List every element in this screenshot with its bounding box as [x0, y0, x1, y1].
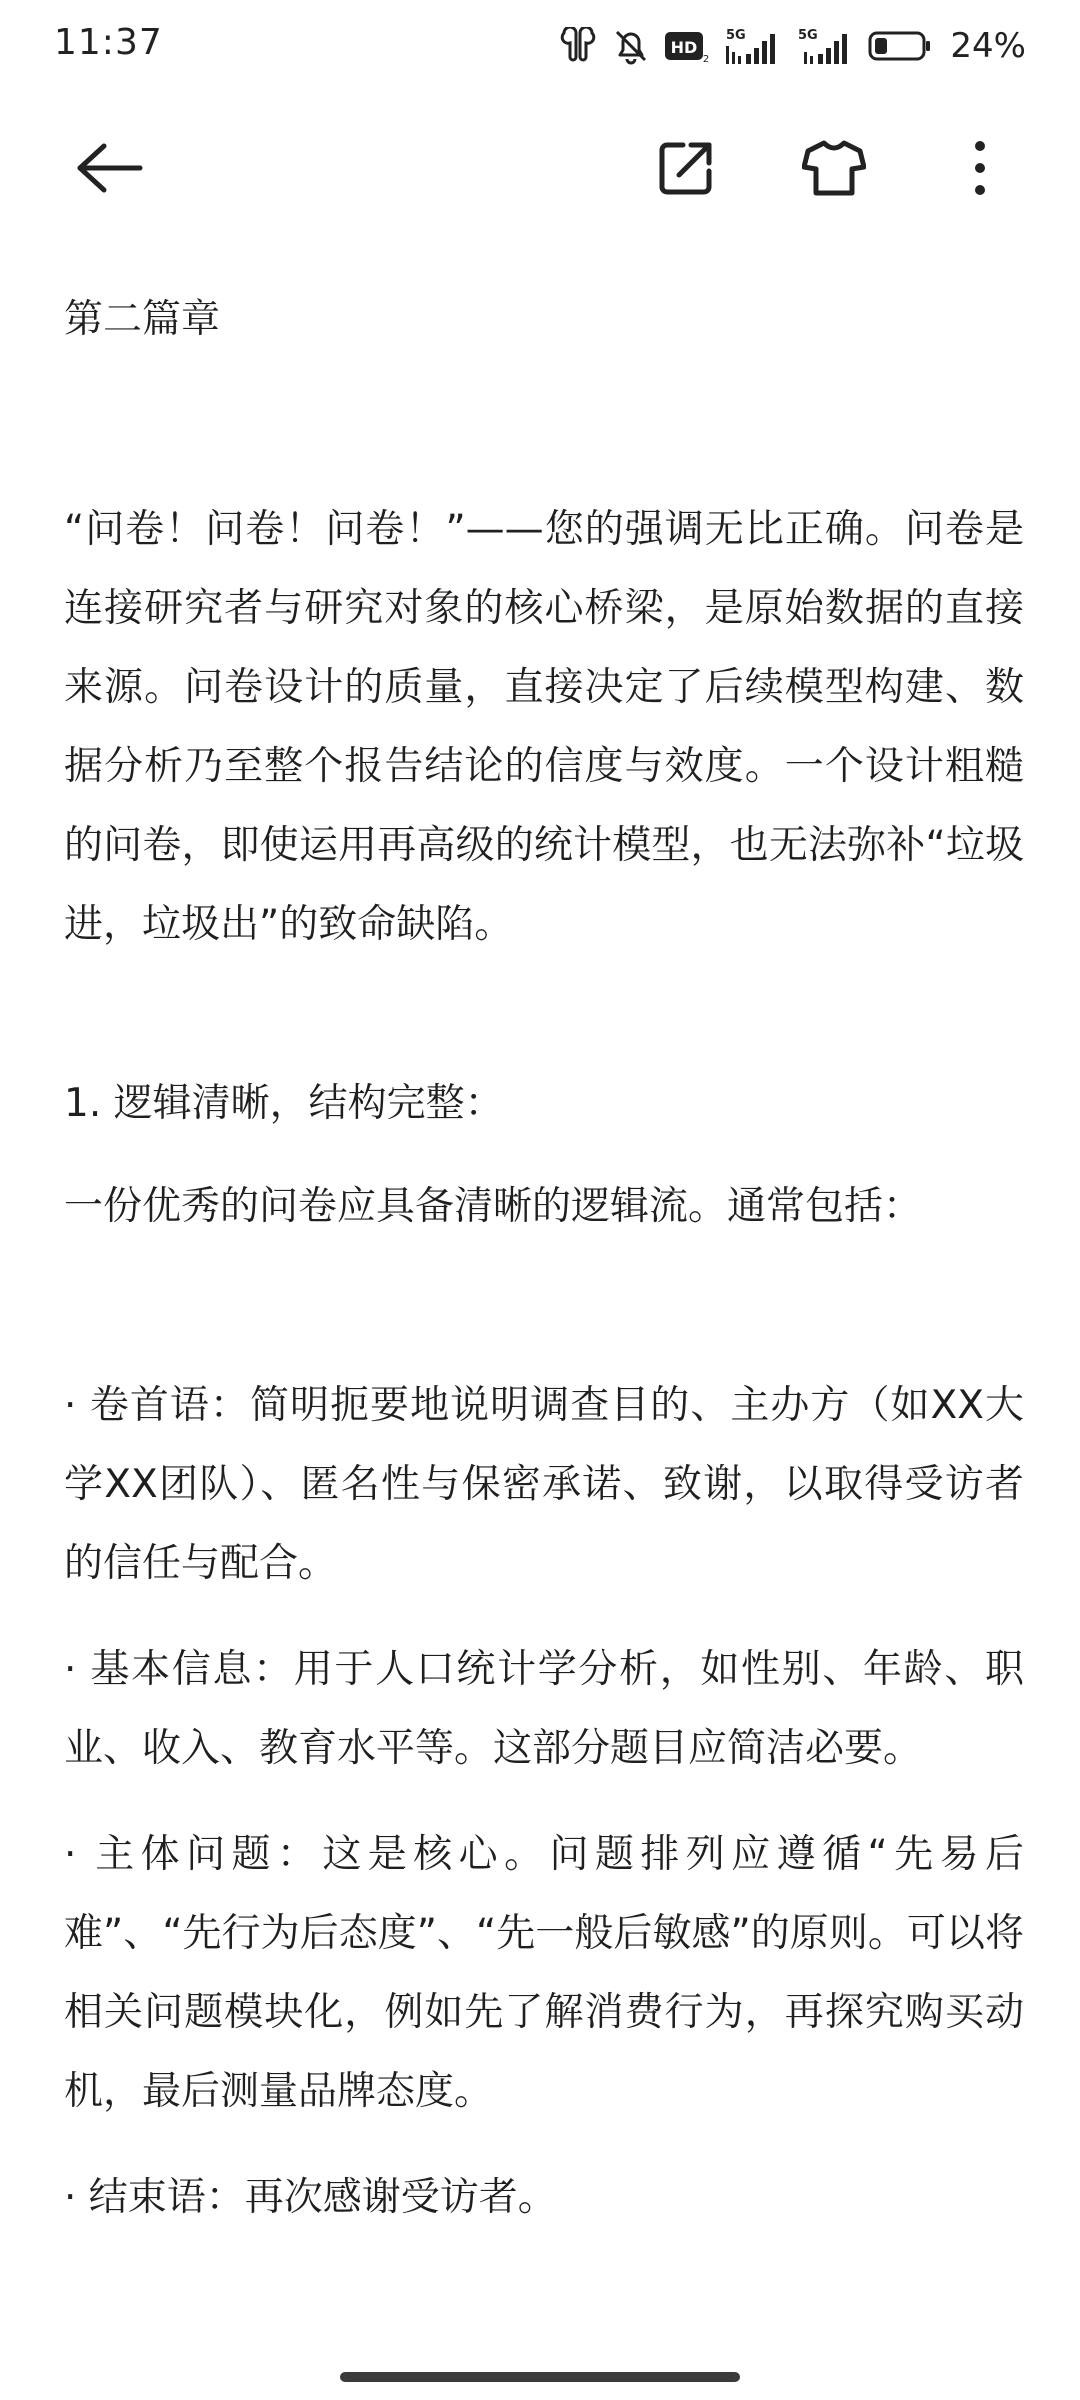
- svg-text:5G: 5G: [798, 28, 819, 43]
- signal-5g-icon: [796, 26, 854, 66]
- status-bar: [0, 0, 1080, 92]
- home-indicator[interactable]: [340, 2372, 740, 2382]
- section-heading: 1. 逻辑清晰，结构完整：: [64, 1081, 504, 1126]
- svg-text:5G: 5G: [726, 28, 747, 43]
- back-button[interactable]: [72, 130, 148, 206]
- bullet-item: · 基本信息：用于人口统计学分析，如性别、年龄、职业、收入、教育水平等。这部分题目应简洁必要。: [64, 1647, 1024, 1771]
- bullet-item: · 结束语：再次感谢受访者。: [64, 2175, 557, 2220]
- intro-paragraph: “问卷！问卷！问卷！”——您的强调无比正确。问卷是连接研究者与研究对象的核心桥梁，是原始数据的直接来源。问卷设计的质量，直接决定了后续模型构建、数据分析乃至整个报告结论的信度与效度。一个设计粗糙的问卷，即使运用再高级的统计模型，也无法弥补“垃圾进，垃圾出”的致命缺陷。: [64, 507, 1024, 947]
- more-options-button[interactable]: [942, 130, 1018, 206]
- bullet-item: · 主体问题：这是核心。问题排列应遵循“先易后难”、“先行为后态度”、“先一般后敏感”的原则。可以将相关问题模块化，例如先了解消费行为，再探究购买动机，最后测量品牌态度。: [64, 1832, 1024, 2114]
- open-external-button[interactable]: [648, 130, 724, 206]
- hd-icon: [664, 28, 710, 64]
- reader-toolbar: [0, 108, 1080, 228]
- theme-button[interactable]: [796, 130, 872, 206]
- tshirt-icon: [802, 139, 866, 197]
- more-vertical-icon: [970, 140, 990, 196]
- svg-text:HD: HD: [671, 38, 698, 57]
- earbuds-icon: [558, 27, 598, 65]
- status-icons: [558, 18, 1026, 74]
- battery-percent: 24%: [950, 26, 1026, 66]
- article-content: [64, 290, 1024, 2237]
- mute-bell-icon: [612, 27, 650, 65]
- status-time: 11:37: [54, 22, 163, 63]
- chapter-title: 第二篇章: [64, 297, 221, 342]
- signal-5g-icon: [724, 26, 782, 66]
- bullet-item: · 卷首语：简明扼要地说明调查目的、主办方（如XX大学XX团队）、匿名性与保密承诺、致谢，以取得受访者的信任与配合。: [64, 1383, 1024, 1586]
- arrow-left-icon: [76, 143, 144, 193]
- section-intro: 一份优秀的问卷应具备清晰的逻辑流。通常包括：: [64, 1184, 923, 1229]
- svg-text:2: 2: [703, 54, 710, 64]
- battery-icon: [868, 28, 932, 64]
- open-external-icon: [657, 139, 715, 197]
